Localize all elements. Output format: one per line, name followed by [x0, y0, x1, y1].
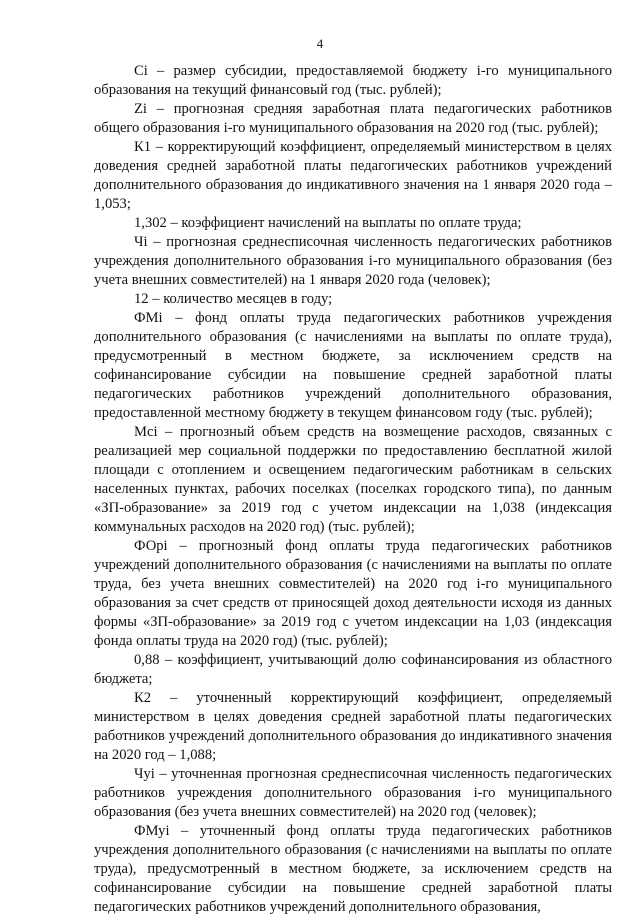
definition-refined-headcount: Чуi – уточненная прогнозная среднесписочная численность педагогических работников учреждения дополнительного образования i-го муниципального образования (без учета внешних совместителей) на 2020 год (человек); — [94, 766, 612, 820]
definition-accrual-coefficient: 1,302 – коэффициент начислений на выплаты по оплате труда; — [134, 215, 522, 231]
definition-subsidy-size: Ci – размер субсидии, предоставляемой бюджету i-го муниципального образования на текущий финансовый год (тыс. рублей); — [94, 63, 612, 98]
definition-k1: К1 – корректирующий коэффициент, определяемый министерством в целях доведения средней заработной платы педагогических работников учреждений дополнительного образования до индикативного значения на 1 января 2020 года – 1,053; — [94, 139, 612, 212]
definition-fmui: ФМуi – уточненный фонд оплаты труда педагогических работников учреждения дополнительного образования (с начислениями на выплаты по оплате труда), предусмотренный в местном бюджете, за исключением средств на софинансирование субсидии на повышение средней заработной платы педагогических работников учреждений дополнительного образования, — [94, 823, 612, 915]
definition-months: 12 – количество месяцев в году; — [134, 291, 333, 307]
definition-fmi: ФМi – фонд оплаты труда педагогических работников учреждения дополнительного образования (с начислениями на выплаты по оплате труда), предусмотренный в местном бюджете, за исключением средств на софинансирование субсидии на повышение средней заработной платы педагогических работников учреждений дополнительного образования, предоставленной местному бюджету в текущем финансовом году (тыс. рублей); — [94, 310, 612, 421]
definition-fori: ФОрi – прогнозный фонд оплаты труда педагогических работников учреждений дополнительного образования (с начислениями на выплаты по оплате труда, без учета внешних совместителей) на 2020 год i-го муниципального образования за счет средств от приносящей доход деятельности исходя из данных формы «ЗП-образование» за 2019 год с учетом индексации на 1,03 (индексация фонда оплаты труда на 2020 год) (тыс. рублей); — [94, 538, 612, 649]
definition-cofinancing-coefficient: 0,88 – коэффициент, учитывающий долю софинансирования из областного бюджета; — [94, 652, 612, 687]
definition-salary-forecast: Zi – прогнозная средняя заработная плата педагогических работников общего образования i-го муниципального образования на 2020 год (тыс. рублей); — [94, 101, 612, 136]
definition-headcount: Чi – прогнозная среднесписочная численность педагогических работников учреждения дополнительного образования i-го муниципального образования (без учета внешних совместителей) на 1 января 2020 года (человек); — [94, 234, 612, 288]
page-number: 4 — [316, 36, 324, 51]
document-body — [94, 62, 612, 917]
definition-mci: Мci – прогнозный объем средств на возмещение расходов, связанных с реализацией мер социальной поддержки по предоставлению бесплатной жилой площади с отоплением и освещением педагогическим работникам в сельских населенных пунктах, рабочих поселках (поселках городского типа), по данным «ЗП-образование» за 2019 год с учетом индексации на 1,038 (индексация коммунальных расходов на 2020 год) (тыс. рублей); — [94, 424, 612, 535]
definition-k2: К2 – уточненный корректирующий коэффициент, определяемый министерством в целях доведения средней заработной платы педагогических работников учреждений дополнительного образования до индикативного значения на 2020 год – 1,088; — [94, 690, 612, 763]
